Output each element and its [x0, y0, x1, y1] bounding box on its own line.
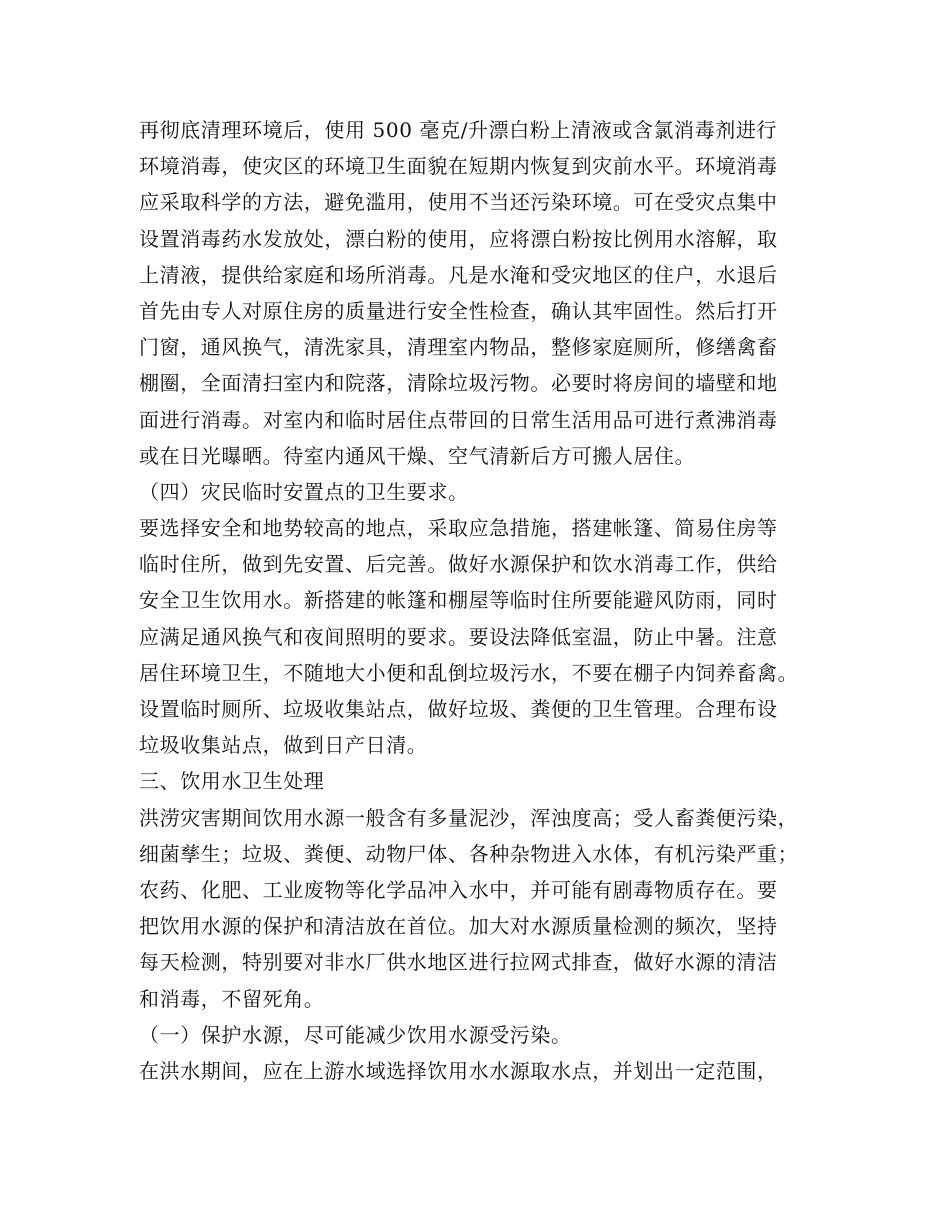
text-line-5: 上清液，提供给家庭和场所消毒。凡是水淹和受灾地区的住户，水退后 [139, 262, 778, 287]
text-line-6: 首先由专人对原住房的质量进行安全性检查，确认其牢固性。然后打开 [139, 298, 778, 323]
text-line-27: 在洪水期间，应在上游水域选择饮用水水源取水点，并划出一定范围， [139, 1058, 778, 1083]
text-line-7: 门窗，通风换气，清洗家具，清理室内物品，整修家庭厕所，修缮禽畜 [139, 335, 778, 360]
text-line-12: 要选择安全和地势较高的地点，采取应急措施，搭建帐篷、简易住房等 [139, 516, 778, 541]
text-line-18: 垃圾收集站点，做到日产日清。 [139, 733, 428, 758]
text-line-3: 应采取科学的方法，避免滥用，使用不当还污染环境。可在受灾点集中 [139, 190, 778, 215]
text-line-2: 环境消毒，使灾区的环境卫生面貌在短期内恢复到灾前水平。环境消毒 [139, 154, 778, 179]
document-body [139, 112, 819, 1089]
text-line-21: 细菌孳生；垃圾、粪便、动物尸体、各种杂物进入水体，有机污染严重； [139, 841, 799, 866]
text-line-24: 每天检测，特别要对非水厂供水地区进行拉网式排查，做好水源的清洁 [139, 950, 778, 975]
text-line-4: 设置消毒药水发放处，漂白粉的使用，应将漂白粉按比例用水溶解，取 [139, 226, 778, 251]
text-line-8: 棚圈，全面清扫室内和院落，清除垃圾污物。必要时将房间的墙壁和地 [139, 371, 778, 396]
section-heading-3: 三、饮用水卫生处理 [139, 769, 325, 794]
text-line-13: 临时住所，做到先安置、后完善。做好水源保护和饮水消毒工作，供给 [139, 552, 778, 577]
text-line-14: 安全卫生饮用水。新搭建的帐篷和棚屋等临时住所要能避风防雨，同时 [139, 588, 778, 613]
text-line-1: 再彻底清理环境后，使用 500 毫克/升漂白粉上清液或含氯消毒剂进行 [139, 118, 778, 142]
section-heading-4: （四）灾民临时安置点的卫生要求。 [139, 479, 469, 504]
text-line-10: 或在日光曝晒。待室内通风干燥、空气清新后方可搬人居住。 [139, 443, 696, 468]
text-line-20: 洪涝灾害期间饮用水源一般含有多量泥沙，浑浊度高；受人畜粪便污染， [139, 805, 799, 830]
text-line-17: 设置临时厕所、垃圾收集站点，做好垃圾、粪便的卫生管理。合理布设 [139, 697, 778, 721]
text-line-23: 把饮用水源的保护和清洁放在首位。加大对水源质量检测的频次，坚持 [139, 914, 778, 939]
text-line-16: 居住环境卫生，不随地大小便和乱倒垃圾污水，不要在棚子内饲养畜禽。 [139, 660, 799, 685]
text-line-25: 和消毒，不留死角。 [139, 986, 325, 1011]
text-line-22: 农药、化肥、工业废物等化学品冲入水中，并可能有剧毒物质存在。要 [139, 877, 778, 902]
section-heading-1: （一）保护水源，尽可能减少饮用水源受污染。 [139, 1022, 572, 1047]
text-line-15: 应满足通风换气和夜间照明的要求。要设法降低室温，防止中暑。注意 [139, 624, 778, 649]
text-line-9: 面进行消毒。对室内和临时居住点带回的日常生活用品可进行煮沸消毒 [139, 407, 778, 432]
